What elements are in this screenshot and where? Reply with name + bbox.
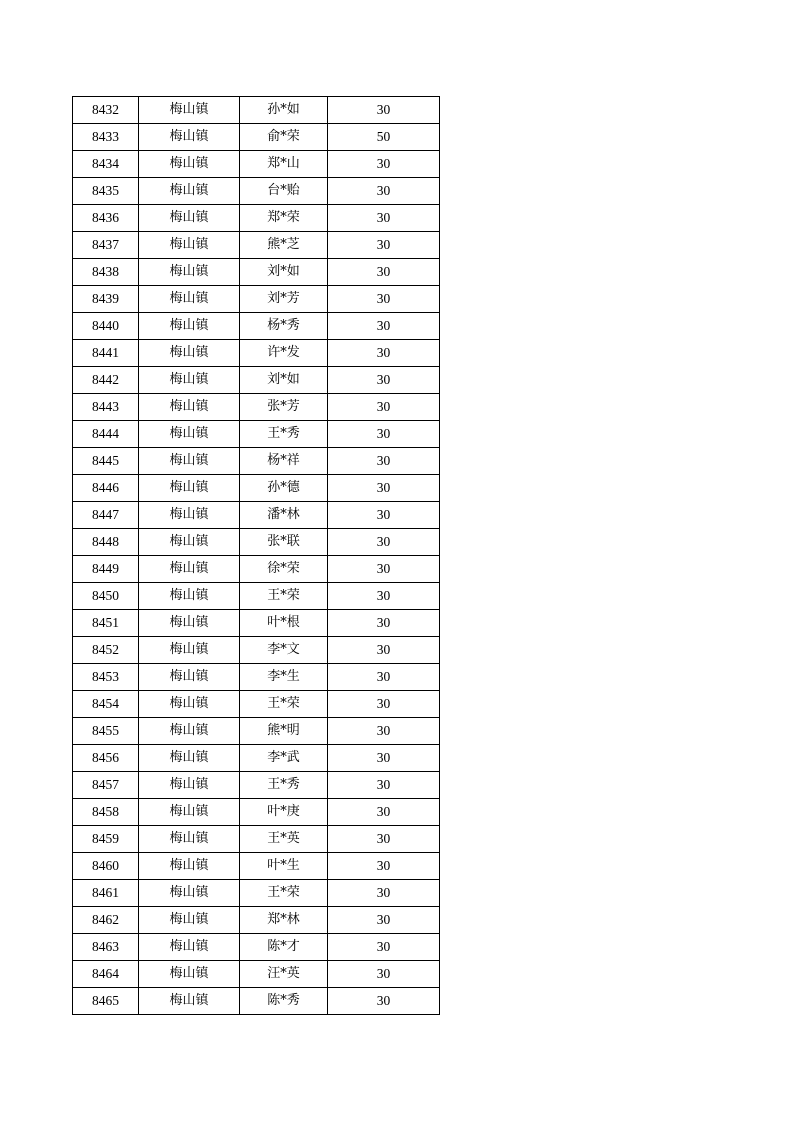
person-name-cell: 李*生	[240, 664, 328, 691]
amount-cell: 30	[328, 529, 440, 556]
record-id-cell: 8438	[73, 259, 139, 286]
table-row	[73, 934, 440, 961]
person-name-cell: 孙*德	[240, 475, 328, 502]
record-id-cell: 8446	[73, 475, 139, 502]
table-row	[73, 691, 440, 718]
amount-cell: 30	[328, 610, 440, 637]
table-row	[73, 718, 440, 745]
amount-cell: 30	[328, 772, 440, 799]
amount-cell: 30	[328, 205, 440, 232]
person-name-cell: 郑*山	[240, 151, 328, 178]
table-row	[73, 178, 440, 205]
person-name-cell: 陈*秀	[240, 988, 328, 1015]
amount-cell: 30	[328, 637, 440, 664]
town-cell: 梅山镇	[139, 799, 240, 826]
amount-cell: 30	[328, 799, 440, 826]
record-id-cell: 8435	[73, 178, 139, 205]
town-cell: 梅山镇	[139, 610, 240, 637]
record-id-cell: 8459	[73, 826, 139, 853]
amount-cell: 30	[328, 394, 440, 421]
record-id-cell: 8450	[73, 583, 139, 610]
record-id-cell: 8452	[73, 637, 139, 664]
amount-cell: 30	[328, 259, 440, 286]
amount-cell: 30	[328, 556, 440, 583]
town-cell: 梅山镇	[139, 259, 240, 286]
person-name-cell: 王*荣	[240, 880, 328, 907]
table-row	[73, 826, 440, 853]
table-row	[73, 772, 440, 799]
town-cell: 梅山镇	[139, 961, 240, 988]
town-cell: 梅山镇	[139, 772, 240, 799]
table-row	[73, 205, 440, 232]
table-row	[73, 502, 440, 529]
amount-cell: 30	[328, 934, 440, 961]
person-name-cell: 徐*荣	[240, 556, 328, 583]
amount-cell: 30	[328, 475, 440, 502]
record-id-cell: 8454	[73, 691, 139, 718]
record-id-cell: 8444	[73, 421, 139, 448]
record-id-cell: 8448	[73, 529, 139, 556]
record-id-cell: 8439	[73, 286, 139, 313]
person-name-cell: 潘*林	[240, 502, 328, 529]
table-row	[73, 286, 440, 313]
town-cell: 梅山镇	[139, 907, 240, 934]
amount-cell: 30	[328, 421, 440, 448]
amount-cell: 30	[328, 502, 440, 529]
town-cell: 梅山镇	[139, 205, 240, 232]
amount-cell: 30	[328, 286, 440, 313]
town-cell: 梅山镇	[139, 475, 240, 502]
person-name-cell: 汪*英	[240, 961, 328, 988]
amount-cell: 30	[328, 880, 440, 907]
town-cell: 梅山镇	[139, 124, 240, 151]
record-id-cell: 8434	[73, 151, 139, 178]
person-name-cell: 杨*秀	[240, 313, 328, 340]
table-row	[73, 394, 440, 421]
person-name-cell: 熊*明	[240, 718, 328, 745]
town-cell: 梅山镇	[139, 637, 240, 664]
town-cell: 梅山镇	[139, 448, 240, 475]
record-id-cell: 8453	[73, 664, 139, 691]
town-cell: 梅山镇	[139, 826, 240, 853]
town-cell: 梅山镇	[139, 691, 240, 718]
record-id-cell: 8440	[73, 313, 139, 340]
person-name-cell: 叶*根	[240, 610, 328, 637]
town-cell: 梅山镇	[139, 367, 240, 394]
amount-cell: 30	[328, 853, 440, 880]
amount-cell: 30	[328, 232, 440, 259]
town-cell: 梅山镇	[139, 556, 240, 583]
record-id-cell: 8462	[73, 907, 139, 934]
table-row	[73, 556, 440, 583]
table-row	[73, 880, 440, 907]
record-id-cell: 8451	[73, 610, 139, 637]
record-id-cell: 8464	[73, 961, 139, 988]
town-cell: 梅山镇	[139, 421, 240, 448]
town-cell: 梅山镇	[139, 583, 240, 610]
record-id-cell: 8443	[73, 394, 139, 421]
amount-cell: 30	[328, 583, 440, 610]
amount-cell: 30	[328, 826, 440, 853]
table-row	[73, 340, 440, 367]
table-row	[73, 97, 440, 124]
person-name-cell: 王*英	[240, 826, 328, 853]
town-cell: 梅山镇	[139, 313, 240, 340]
person-name-cell: 孙*如	[240, 97, 328, 124]
person-name-cell: 张*联	[240, 529, 328, 556]
record-id-cell: 8441	[73, 340, 139, 367]
amount-cell: 30	[328, 718, 440, 745]
amount-cell: 30	[328, 691, 440, 718]
town-cell: 梅山镇	[139, 394, 240, 421]
table-row	[73, 124, 440, 151]
record-id-cell: 8465	[73, 988, 139, 1015]
person-name-cell: 王*荣	[240, 691, 328, 718]
table-row	[73, 583, 440, 610]
table-row	[73, 529, 440, 556]
town-cell: 梅山镇	[139, 718, 240, 745]
amount-cell: 30	[328, 664, 440, 691]
table-row	[73, 853, 440, 880]
person-name-cell: 李*武	[240, 745, 328, 772]
amount-cell: 30	[328, 313, 440, 340]
record-id-cell: 8433	[73, 124, 139, 151]
record-id-cell: 8456	[73, 745, 139, 772]
table-row	[73, 988, 440, 1015]
person-name-cell: 郑*荣	[240, 205, 328, 232]
town-cell: 梅山镇	[139, 232, 240, 259]
person-name-cell: 王*秀	[240, 421, 328, 448]
record-id-cell: 8445	[73, 448, 139, 475]
person-name-cell: 刘*如	[240, 367, 328, 394]
record-id-cell: 8463	[73, 934, 139, 961]
amount-cell: 30	[328, 907, 440, 934]
town-cell: 梅山镇	[139, 853, 240, 880]
town-cell: 梅山镇	[139, 97, 240, 124]
amount-cell: 30	[328, 97, 440, 124]
person-name-cell: 王*荣	[240, 583, 328, 610]
person-name-cell: 叶*庚	[240, 799, 328, 826]
table-row	[73, 664, 440, 691]
record-id-cell: 8460	[73, 853, 139, 880]
table-row	[73, 610, 440, 637]
table-row	[73, 448, 440, 475]
amount-cell: 30	[328, 367, 440, 394]
amount-cell: 30	[328, 448, 440, 475]
town-cell: 梅山镇	[139, 934, 240, 961]
person-name-cell: 张*芳	[240, 394, 328, 421]
record-id-cell: 8455	[73, 718, 139, 745]
table-row	[73, 637, 440, 664]
town-cell: 梅山镇	[139, 151, 240, 178]
amount-cell: 30	[328, 961, 440, 988]
record-id-cell: 8457	[73, 772, 139, 799]
amount-cell: 30	[328, 745, 440, 772]
record-id-cell: 8432	[73, 97, 139, 124]
person-name-cell: 杨*祥	[240, 448, 328, 475]
town-cell: 梅山镇	[139, 880, 240, 907]
table-row	[73, 367, 440, 394]
table-row	[73, 313, 440, 340]
person-name-cell: 王*秀	[240, 772, 328, 799]
record-id-cell: 8458	[73, 799, 139, 826]
amount-cell: 30	[328, 988, 440, 1015]
town-cell: 梅山镇	[139, 988, 240, 1015]
record-id-cell: 8437	[73, 232, 139, 259]
town-cell: 梅山镇	[139, 664, 240, 691]
table-row	[73, 232, 440, 259]
amount-cell: 30	[328, 151, 440, 178]
person-name-cell: 刘*如	[240, 259, 328, 286]
town-cell: 梅山镇	[139, 529, 240, 556]
record-id-cell: 8436	[73, 205, 139, 232]
table-row	[73, 475, 440, 502]
person-name-cell: 李*文	[240, 637, 328, 664]
town-cell: 梅山镇	[139, 502, 240, 529]
town-cell: 梅山镇	[139, 745, 240, 772]
amount-cell: 30	[328, 178, 440, 205]
table-row	[73, 151, 440, 178]
person-name-cell: 陈*才	[240, 934, 328, 961]
record-id-cell: 8449	[73, 556, 139, 583]
amount-cell: 50	[328, 124, 440, 151]
table-row	[73, 961, 440, 988]
town-cell: 梅山镇	[139, 286, 240, 313]
table-row	[73, 799, 440, 826]
table-row	[73, 421, 440, 448]
person-name-cell: 刘*芳	[240, 286, 328, 313]
person-name-cell: 许*发	[240, 340, 328, 367]
town-cell: 梅山镇	[139, 340, 240, 367]
table-row	[73, 907, 440, 934]
amount-cell: 30	[328, 340, 440, 367]
record-id-cell: 8461	[73, 880, 139, 907]
record-id-cell: 8442	[73, 367, 139, 394]
person-name-cell: 俞*荣	[240, 124, 328, 151]
records-table-body	[73, 97, 440, 1015]
person-name-cell: 郑*林	[240, 907, 328, 934]
records-table	[72, 96, 440, 1015]
table-row	[73, 745, 440, 772]
person-name-cell: 熊*芝	[240, 232, 328, 259]
person-name-cell: 叶*生	[240, 853, 328, 880]
person-name-cell: 台*贻	[240, 178, 328, 205]
table-row	[73, 259, 440, 286]
town-cell: 梅山镇	[139, 178, 240, 205]
record-id-cell: 8447	[73, 502, 139, 529]
